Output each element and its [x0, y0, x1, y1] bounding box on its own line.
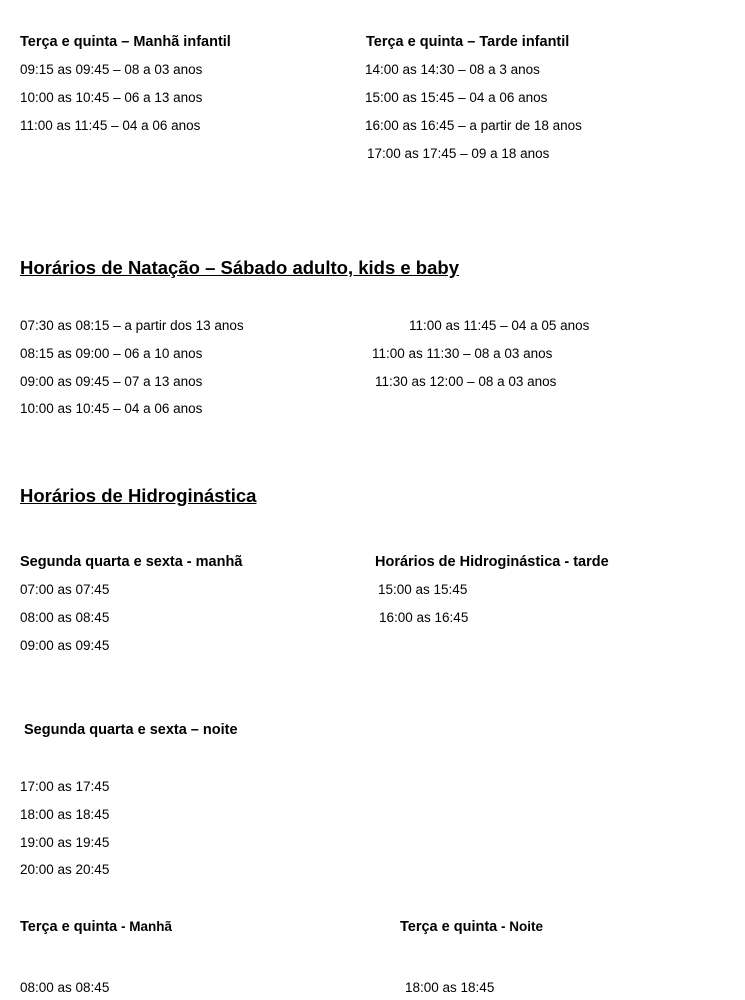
list-item: 16:00 as 16:45: [379, 610, 469, 625]
title-terca-quinta-noite: [400, 918, 543, 936]
list-item: 20:00 as 20:45: [20, 862, 110, 877]
list-item: 15:00 as 15:45: [378, 582, 468, 597]
list-item: 14:00 as 14:30 – 08 a 3 anos: [365, 62, 540, 77]
title-main: Terça e quinta: [20, 919, 118, 935]
list-item: 08:00 as 08:45: [20, 610, 110, 625]
list-item: 16:00 as 16:45 – a partir de 18 anos: [365, 118, 582, 133]
title-terca-quinta-manha-infantil: Terça e quinta – Manhã infantil: [20, 34, 231, 50]
title-suffix: - Noite: [497, 919, 543, 934]
title-terca-quinta-manha: [20, 918, 172, 936]
list-item: 10:00 as 10:45 – 06 a 13 anos: [20, 90, 203, 105]
title-terca-quinta-tarde-infantil: Terça e quinta – Tarde infantil: [366, 34, 570, 50]
list-item: 09:15 as 09:45 – 08 a 03 anos: [20, 62, 203, 77]
list-item: 10:00 as 10:45 – 04 a 06 anos: [20, 401, 203, 416]
list-item: 11:00 as 11:30 – 08 a 03 anos: [372, 346, 553, 361]
list-item: 17:00 as 17:45: [20, 779, 110, 794]
list-item: 08:15 as 09:00 – 06 a 10 anos: [20, 346, 203, 361]
heading-hidroginastica: Horários de Hidroginástica: [20, 485, 257, 506]
heading-natacao-sabado: Horários de Natação – Sábado adulto, kids e baby: [20, 257, 459, 278]
list-item: 11:00 as 11:45 – 04 a 05 anos: [409, 318, 590, 333]
list-item: 15:00 as 15:45 – 04 a 06 anos: [365, 90, 548, 105]
title-segunda-quarta-sexta-manha: Segunda quarta e sexta - manhã: [20, 554, 243, 570]
title-hidroginastica-tarde: Horários de Hidroginástica - tarde: [375, 554, 609, 570]
list-item: 07:30 as 08:15 – a partir dos 13 anos: [20, 318, 244, 333]
list-item: 11:00 as 11:45 – 04 a 06 anos: [20, 118, 201, 133]
title-suffix: - Manhã: [117, 919, 172, 934]
list-item: 09:00 as 09:45: [20, 638, 110, 653]
list-item: 11:30 as 12:00 – 08 a 03 anos: [375, 374, 557, 389]
list-item: 18:00 as 18:45: [405, 980, 495, 995]
list-item: 17:00 as 17:45 – 09 a 18 anos: [367, 146, 550, 161]
list-item: 07:00 as 07:45: [20, 582, 110, 597]
list-item: 18:00 as 18:45: [20, 807, 110, 822]
list-item: 09:00 as 09:45 – 07 a 13 anos: [20, 374, 203, 389]
title-main: Terça e quinta: [400, 919, 498, 935]
list-item: 08:00 as 08:45: [20, 980, 110, 995]
title-segunda-quarta-sexta-noite: Segunda quarta e sexta – noite: [24, 722, 238, 738]
list-item: 19:00 as 19:45: [20, 835, 110, 850]
